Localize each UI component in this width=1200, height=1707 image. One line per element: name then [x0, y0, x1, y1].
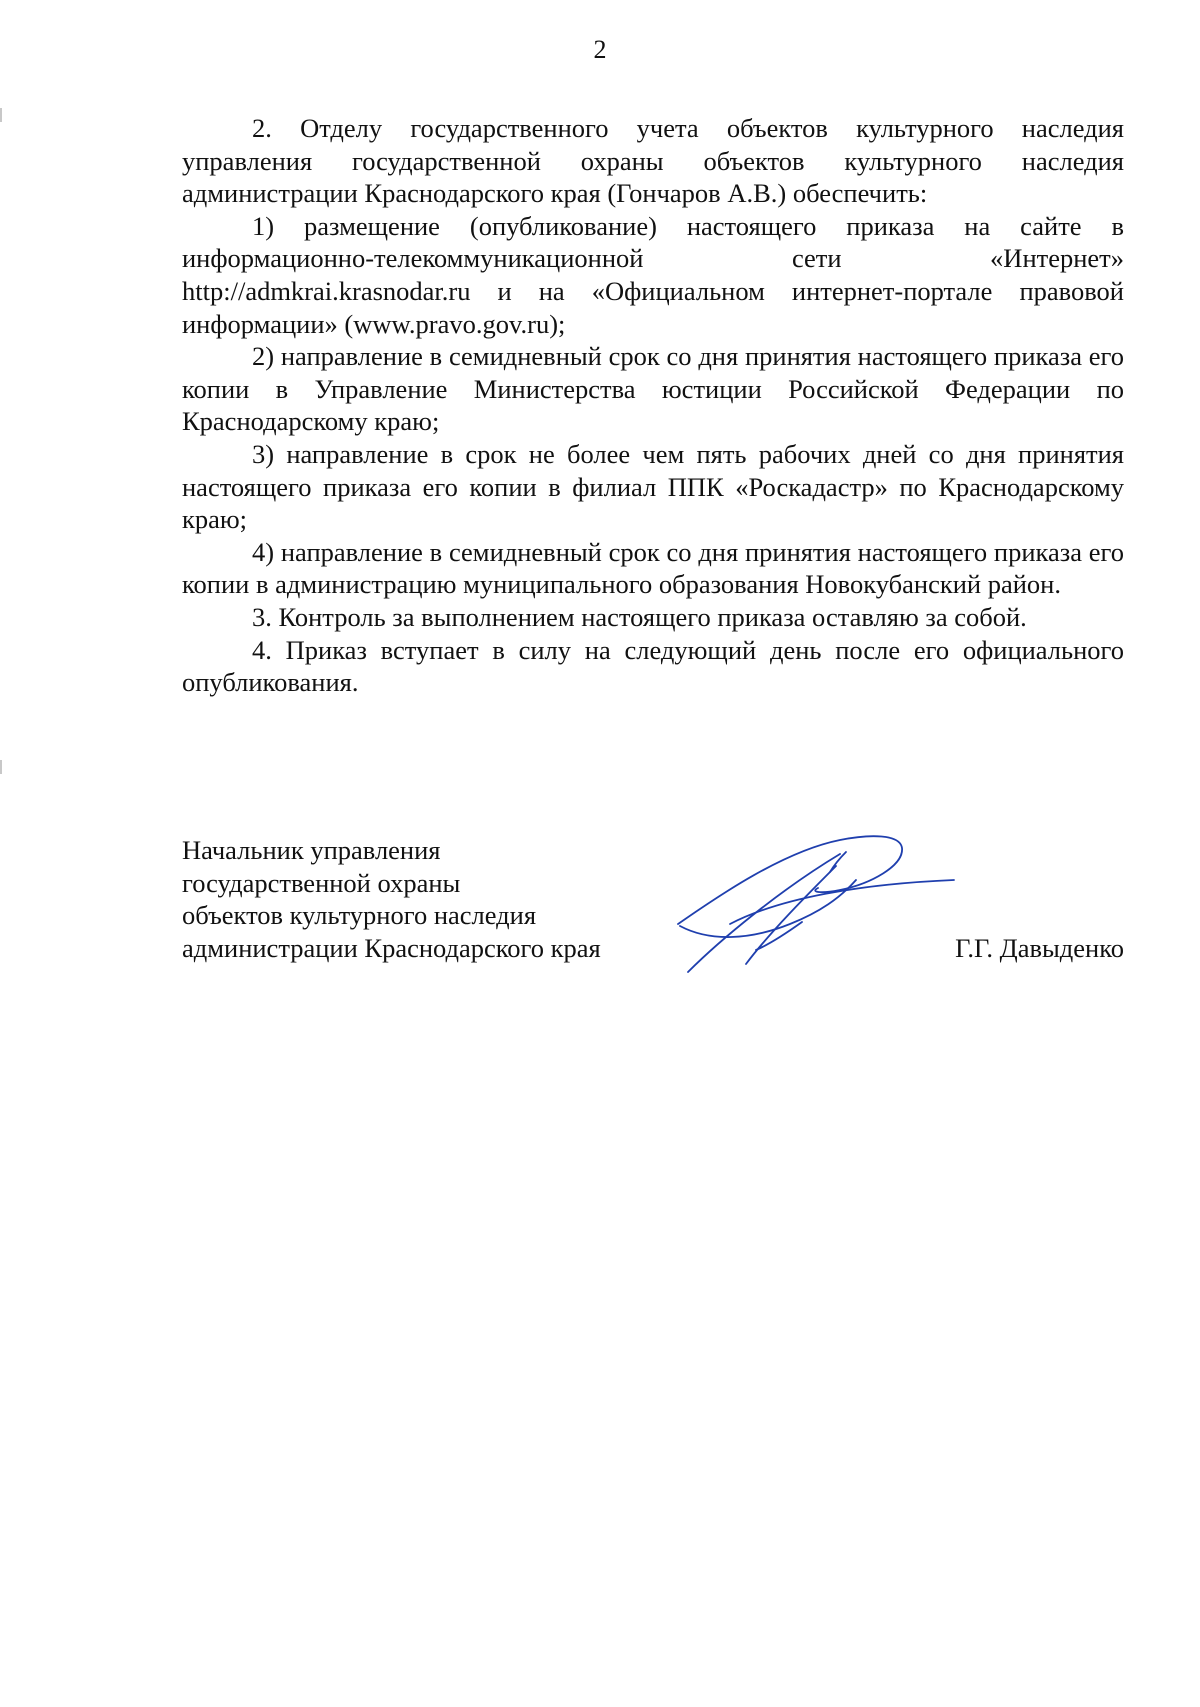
scan-edge-mark [0, 108, 2, 122]
signer-position-line: Начальник управления [182, 835, 441, 865]
paragraph-subitem-1: 1) размещение (опубликование) настоящего приказа на сайте в информационно-телекоммуникационной сети «Интернет» http://admkrai.krasnodar.ru и на «Официальном интернет-портале правовой информации» (www.pravo.gov.ru); [182, 210, 1124, 339]
paragraph-subitem-3: 3) направление в срок не более чем пять рабочих дней со дня принятия настоящего приказа его копии в филиал ППК «Роскадастр» по Краснодарскому краю; [182, 438, 1124, 535]
signer-position-line: администрации Краснодарского края [182, 932, 601, 963]
paragraph-item-3: 3. Контроль за выполнением настоящего приказа оставляю за собой. [252, 601, 1027, 632]
signature-stroke [678, 836, 902, 924]
signer-name: Г.Г. Давыденко [955, 932, 1124, 963]
signature-stroke [688, 854, 840, 972]
signer-position [182, 834, 742, 964]
signature-block [182, 834, 1124, 974]
document-body [182, 112, 1124, 699]
page-number: 2 [593, 35, 607, 64]
signer-position-line: государственной охраны [182, 867, 461, 898]
paragraph-item-2: 2. Отделу государственного учета объектов культурного наследия управления государственной охраны объектов культурного наследия администрации Краснодарского края (Гончаров А.В.) обеспечить: [182, 113, 1124, 209]
signature-stroke [730, 880, 954, 924]
paragraph-subitem-4: 4) направление в семидневный срок со дня принятия настоящего приказа его копии в администрацию муниципального образования Новокубанский район. [182, 536, 1124, 600]
paragraph-subitem-2: 2) направление в семидневный срок со дня принятия настоящего приказа его копии в Управление Министерства юстиции Российской Федерации по Краснодарскому краю; [182, 341, 1124, 437]
handwritten-signature [670, 832, 960, 982]
signer-position-line: объектов культурного наследия [182, 900, 537, 931]
paragraph-item-4: 4. Приказ вступает в силу на следующий день после его официального опубликования. [182, 634, 1124, 698]
scan-edge-mark [0, 760, 2, 774]
